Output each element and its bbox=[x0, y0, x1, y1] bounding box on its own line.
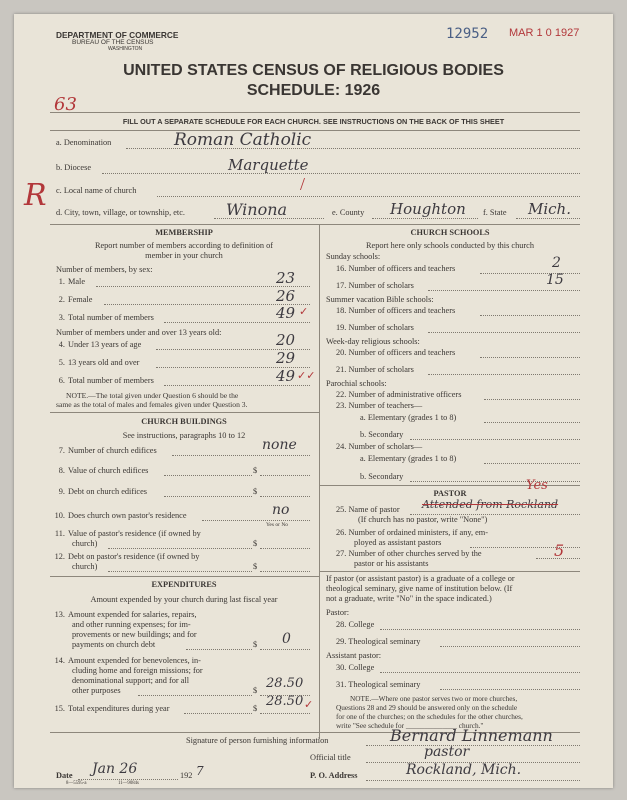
q27-value: 5 bbox=[554, 541, 565, 560]
q15-label: 15. Total expenditures during year bbox=[54, 704, 170, 713]
q14-dollar-sign: $ bbox=[253, 686, 258, 695]
pastor-heading: PASTOR bbox=[433, 489, 467, 498]
margin-note-number: 63 bbox=[54, 94, 77, 115]
q20-label: 20. Number of officers and teachers bbox=[336, 348, 456, 357]
county-value: Houghton bbox=[390, 200, 466, 218]
city-label-field: d. City, town, village, or township, etc. bbox=[56, 208, 185, 217]
county-label: e. County bbox=[332, 208, 365, 217]
form-title: UNITED STATES CENSUS OF RELIGIOUS BODIES bbox=[123, 62, 504, 79]
print-code-2: 11—9084s bbox=[118, 781, 139, 786]
q23a-label: a. Elementary (grades 1 to 8) bbox=[360, 413, 457, 422]
po-address-label: P. O. Address bbox=[310, 771, 358, 780]
q24a-label: a. Elementary (grades 1 to 8) bbox=[360, 454, 457, 463]
q22-label: 22. Number of administrative officers bbox=[336, 390, 462, 399]
q14-label-2: cluding home and foreign missions; for bbox=[72, 666, 203, 675]
q3-label: 3. Total number of members bbox=[58, 313, 154, 322]
members-by-sex-label: Number of members, by sex: bbox=[56, 265, 153, 274]
print-code-1: 8—5595-a bbox=[66, 781, 87, 786]
q25-correction-mark: Yes bbox=[526, 478, 548, 493]
q3-value: 49 bbox=[276, 304, 296, 322]
q9-label: 9. Debt on church edifices bbox=[58, 487, 148, 496]
members-by-age-label: Number of members under and over 13 years old: bbox=[56, 328, 222, 337]
q6-check-marks: ✓✓ bbox=[297, 370, 316, 382]
local-name-label: c. Local name of church bbox=[56, 186, 137, 195]
q17-label: 17. Number of scholars bbox=[336, 281, 414, 290]
q10-value: no bbox=[272, 502, 290, 518]
q18-label: 18. Number of officers and teachers bbox=[336, 306, 456, 315]
denomination-label: a. Denomination bbox=[56, 138, 112, 147]
q25-hint: (If church has no pastor, write "None") bbox=[358, 515, 488, 524]
official-title-value: pastor bbox=[424, 744, 470, 760]
bureau-label: BUREAU OF THE CENSUS bbox=[72, 39, 154, 46]
q14-value: 28.50 bbox=[266, 676, 304, 691]
po-address-value: Rockland, Mich. bbox=[406, 762, 522, 778]
q2-label: 2. Female bbox=[58, 295, 93, 304]
q25-value: Attended from Rockland bbox=[422, 498, 559, 511]
q5-label: 5. 13 years old and over bbox=[58, 358, 140, 367]
q15-dollar-sign: $ bbox=[253, 704, 258, 713]
summer-schools-label: Summer vacation Bible schools: bbox=[326, 295, 434, 304]
q6-value: 49 bbox=[276, 367, 296, 385]
received-date-stamp: MAR 1 0 1927 bbox=[509, 27, 580, 39]
q4-value: 20 bbox=[276, 331, 296, 349]
membership-intro-2: member in your church bbox=[145, 251, 223, 260]
diocese-value: Marquette bbox=[228, 156, 309, 174]
q9-dollar-sign: $ bbox=[253, 487, 258, 496]
graduate-instruction-2: theological seminary, give name of institution below. (If bbox=[326, 584, 513, 593]
q12-label-2: church) bbox=[72, 562, 98, 571]
q1-value: 23 bbox=[276, 269, 296, 287]
q11-label-1: 11. Value of pastor's residence (if owned by bbox=[54, 529, 201, 538]
graduate-instruction-1: If pastor (or assistant pastor) is a graduate of a college or bbox=[326, 574, 515, 583]
expenditures-heading: EXPENDITURES bbox=[151, 580, 217, 589]
q31-label: 31. Theological seminary bbox=[336, 680, 421, 689]
pastor-note-4: write "See schedule for ______________ church." bbox=[336, 721, 484, 730]
assistant-pastor-subheading: Assistant pastor: bbox=[326, 651, 382, 660]
q27-label-2: pastor or his assistants bbox=[354, 559, 429, 568]
q8-dollar-sign: $ bbox=[253, 466, 258, 475]
q8-label: 8. Value of church edifices bbox=[58, 466, 149, 475]
q2-value: 26 bbox=[276, 287, 296, 305]
q10-yes-no-hint: Yes or No bbox=[266, 522, 289, 528]
year-prefix: 192 bbox=[180, 771, 193, 780]
q26-label-2: ployed as assistant pastors bbox=[354, 538, 442, 547]
pastor-subheading: Pastor: bbox=[326, 608, 350, 617]
red-tick-mark: / bbox=[300, 174, 306, 194]
department-label: DEPARTMENT OF COMMERCE bbox=[56, 30, 179, 40]
q30-label: 30. College bbox=[336, 663, 375, 672]
q13-label-1: 13. Amount expended for salaries, repairs, bbox=[54, 610, 197, 619]
q13-value: 0 bbox=[282, 631, 291, 647]
state-label: f. State bbox=[483, 208, 507, 217]
q14-label-1: 14. Amount expended for benevolences, in- bbox=[54, 656, 201, 665]
q12-label-1: 12. Debt on pastor's residence (if owned by bbox=[54, 552, 200, 561]
q14-label-4: other purposes bbox=[72, 686, 121, 695]
city-value: Winona bbox=[226, 200, 288, 219]
q24-label: 24. Number of scholars— bbox=[336, 442, 423, 451]
q12-dollar-sign: $ bbox=[253, 562, 258, 571]
q16-label: 16. Number of officers and teachers bbox=[336, 264, 456, 273]
q23b-label: b. Secondary bbox=[360, 430, 404, 439]
q23-label: 23. Number of teachers— bbox=[336, 401, 423, 410]
q13-dollar-sign: $ bbox=[253, 640, 258, 649]
q5-value: 29 bbox=[276, 349, 296, 367]
denomination-value: Roman Catholic bbox=[174, 130, 312, 150]
membership-heading: MEMBERSHIP bbox=[155, 228, 213, 237]
q13-label-3: provements or new buildings; and for bbox=[72, 630, 197, 639]
q13-label-4: payments on church debt bbox=[72, 640, 156, 649]
weekday-schools-label: Week-day religious schools: bbox=[326, 337, 420, 346]
membership-intro-1: Report number of members according to definition of bbox=[94, 241, 274, 250]
city-label: WASHINGTON bbox=[108, 46, 143, 52]
q28-label: 28. College bbox=[336, 620, 375, 629]
pastor-note-1: NOTE.—Where one pastor serves two or more churches, bbox=[350, 694, 518, 703]
q14-label-3: denominational support; and for all bbox=[72, 676, 190, 685]
q17-value: 15 bbox=[546, 272, 564, 288]
q24b-label: b. Secondary bbox=[360, 472, 404, 481]
census-schedule-sheet bbox=[14, 14, 613, 788]
sunday-schools-label: Sunday schools: bbox=[326, 252, 381, 261]
q7-label: 7. Number of church edifices bbox=[58, 446, 157, 455]
q16-value: 2 bbox=[552, 255, 561, 271]
pastor-note-2: Questions 28 and 29 should be answered only on the schedule bbox=[336, 703, 518, 712]
q21-label: 21. Number of scholars bbox=[336, 365, 414, 374]
date-value: Jan 26 bbox=[92, 761, 138, 777]
q11-label-2: church) bbox=[72, 539, 98, 548]
q26-label-1: 26. Number of ordained ministers, if any, em- bbox=[336, 528, 488, 537]
date-label: Date bbox=[56, 771, 73, 780]
margin-letter-r: R bbox=[24, 178, 47, 213]
year-value: 7 bbox=[196, 764, 204, 778]
expenditures-intro: Amount expended by your church during last fiscal year bbox=[90, 595, 278, 604]
membership-note-2: same as the total of males and females given under Question 3. bbox=[56, 400, 248, 409]
q27-label-1: 27. Number of other churches served by the bbox=[336, 549, 482, 558]
q1-label: 1. Male bbox=[58, 277, 86, 286]
q25-label: 25. Name of pastor bbox=[336, 505, 400, 514]
q15-check-mark: ✓ bbox=[304, 699, 314, 711]
pastor-note-3: for one of the churches; on the schedules for the other churches, bbox=[336, 712, 523, 721]
diocese-label: b. Diocese bbox=[56, 163, 92, 172]
signature-label: Signature of person furnishing information bbox=[186, 736, 329, 745]
schools-heading: CHURCH SCHOOLS bbox=[410, 228, 490, 237]
q19-label: 19. Number of scholars bbox=[336, 323, 414, 332]
schools-intro: Report here only schools conducted by this church bbox=[366, 241, 534, 250]
buildings-heading: CHURCH BUILDINGS bbox=[141, 417, 227, 426]
q3-check-mark: ✓ bbox=[299, 306, 309, 318]
parochial-schools-label: Parochial schools: bbox=[326, 379, 387, 388]
q7-value: none bbox=[262, 437, 297, 453]
q10-label: 10. Does church own pastor's residence bbox=[54, 511, 187, 520]
graduate-instruction-3: not a graduate, write "No" in the space indicated.) bbox=[326, 594, 492, 603]
q4-label: 4. Under 13 years of age bbox=[58, 340, 142, 349]
q29-label: 29. Theological seminary bbox=[336, 637, 421, 646]
schedule-instruction: FILL OUT A SEPARATE SCHEDULE FOR EACH CHURCH. SEE INSTRUCTIONS ON THE BACK OF THIS SHEET bbox=[122, 117, 505, 126]
state-value: Mich. bbox=[528, 200, 571, 218]
stamp-number: 12952 bbox=[446, 26, 489, 42]
q13-label-2: and other running expenses; for im- bbox=[72, 620, 191, 629]
q11-dollar-sign: $ bbox=[253, 539, 258, 548]
buildings-instructions: See instructions, paragraphs 10 to 12 bbox=[122, 431, 246, 440]
q15-value: 28.50 bbox=[266, 694, 304, 709]
signature-value: Bernard Linnemann bbox=[390, 726, 553, 745]
form-subtitle: SCHEDULE: 1926 bbox=[246, 82, 381, 99]
official-title-label: Official title bbox=[310, 753, 351, 762]
q6-label: 6. Total number of members bbox=[58, 376, 154, 385]
membership-note-1: NOTE.—The total given under Question 6 should be the bbox=[66, 391, 239, 400]
